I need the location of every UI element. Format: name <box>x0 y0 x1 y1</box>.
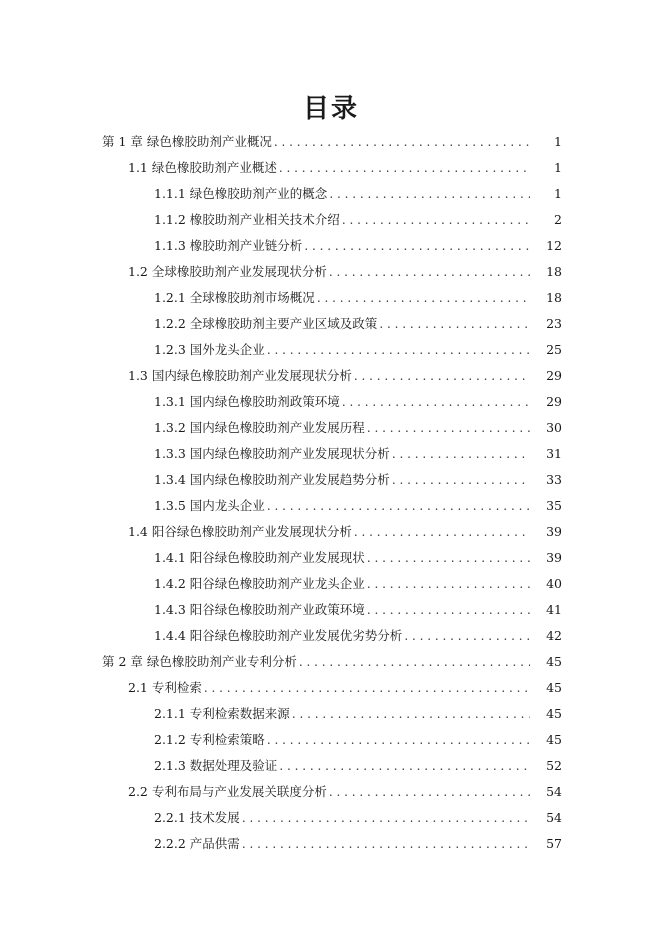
toc-entry-page-number: 45 <box>546 654 562 669</box>
toc-entry-page-number: 31 <box>546 446 562 461</box>
toc-entry <box>0 129 662 155</box>
toc-entry <box>0 805 662 831</box>
toc-entry-page-number: 39 <box>546 524 562 539</box>
dot-leader <box>342 207 530 233</box>
dot-leader <box>404 623 530 649</box>
toc-entry-page-number: 57 <box>546 836 562 851</box>
toc-entry <box>0 675 662 701</box>
toc-entry-label <box>128 675 204 701</box>
toc-entry-page-number: 35 <box>546 498 562 513</box>
toc-entry-label <box>154 233 304 259</box>
dot-leader <box>242 831 530 857</box>
toc-entry-label <box>128 155 279 181</box>
toc-entry-number: 1.3.4 <box>154 472 186 487</box>
toc-entry-page-number: 2 <box>554 212 562 227</box>
toc-entry-text: 全球橡胶助剂产业发展现状分析 <box>151 264 327 279</box>
toc-entry-number: 1.4.1 <box>154 550 186 565</box>
dot-leader <box>379 311 530 337</box>
toc-entry-page-number: 39 <box>546 550 562 565</box>
toc-entry-page-number: 40 <box>546 576 562 591</box>
toc-entry-number: 2.1 <box>128 680 148 695</box>
toc-entry <box>0 441 662 467</box>
toc-entry-number: 1.1.1 <box>154 186 186 201</box>
toc-entry-number: 2.1.3 <box>154 758 186 773</box>
toc-entry-text: 绿色橡胶助剂产业的概念 <box>189 186 328 201</box>
toc-entry-text: 橡胶助剂产业相关技术介绍 <box>189 212 340 227</box>
toc-entry <box>0 545 662 571</box>
toc-entry-label <box>128 519 354 545</box>
toc-entry <box>0 467 662 493</box>
toc-entry-page-number: 54 <box>546 784 562 799</box>
dot-leader <box>267 337 530 363</box>
toc-list <box>0 129 662 857</box>
toc-entry <box>0 623 662 649</box>
dot-leader <box>354 519 530 545</box>
dot-leader <box>367 571 530 597</box>
toc-entry-page-number: 33 <box>546 472 562 487</box>
dot-leader <box>392 441 530 467</box>
dot-leader <box>279 753 530 779</box>
toc-entry-number: 2.2 <box>128 784 148 799</box>
toc-entry-text: 国内绿色橡胶助剂产业发展历程 <box>189 420 365 435</box>
toc-entry-page-number: 29 <box>546 394 562 409</box>
toc-entry-page-number: 42 <box>546 628 562 643</box>
toc-entry-number: 第 1 章 <box>102 134 143 149</box>
toc-entry <box>0 415 662 441</box>
toc-entry-label <box>154 571 367 597</box>
toc-entry-page-number: 45 <box>546 680 562 695</box>
toc-entry-label <box>102 649 299 675</box>
toc-entry-number: 1.3.3 <box>154 446 186 461</box>
toc-entry-page-number: 12 <box>546 238 562 253</box>
toc-entry-text: 技术发展 <box>189 810 240 825</box>
toc-entry-label <box>154 207 342 233</box>
dot-leader <box>274 129 530 155</box>
dot-leader <box>367 597 530 623</box>
toc-entry-number: 1.4.4 <box>154 628 186 643</box>
dot-leader <box>204 675 530 701</box>
toc-entry <box>0 207 662 233</box>
toc-entry-number: 2.1.2 <box>154 732 186 747</box>
toc-entry-number: 1.1.3 <box>154 238 186 253</box>
dot-leader <box>367 415 530 441</box>
toc-entry <box>0 779 662 805</box>
toc-entry-number: 1.3.2 <box>154 420 186 435</box>
toc-entry-number: 1.3.5 <box>154 498 186 513</box>
dot-leader <box>317 285 530 311</box>
toc-entry-number: 1.1 <box>128 160 148 175</box>
toc-entry-text: 橡胶助剂产业链分析 <box>189 238 303 253</box>
dot-leader <box>292 701 530 727</box>
toc-entry-text: 国内绿色橡胶助剂政策环境 <box>189 394 340 409</box>
toc-entry-page-number: 1 <box>554 134 562 149</box>
dot-leader <box>329 259 530 285</box>
toc-entry-page-number: 45 <box>546 732 562 747</box>
toc-entry-page-number: 1 <box>554 186 562 201</box>
toc-entry <box>0 701 662 727</box>
toc-entry <box>0 753 662 779</box>
dot-leader <box>267 727 530 753</box>
toc-entry-text: 专利检索策略 <box>189 732 265 747</box>
toc-entry-label <box>154 597 367 623</box>
toc-entry-text: 国内绿色橡胶助剂产业发展现状分析 <box>151 368 352 383</box>
toc-entry-page-number: 52 <box>546 758 562 773</box>
toc-entry-page-number: 29 <box>546 368 562 383</box>
toc-entry <box>0 571 662 597</box>
toc-entry-label <box>154 493 267 519</box>
dot-leader <box>392 467 530 493</box>
toc-entry-label <box>154 415 367 441</box>
toc-entry-text: 国内龙头企业 <box>189 498 265 513</box>
toc-entry-label <box>154 441 392 467</box>
toc-entry-label <box>154 467 392 493</box>
dot-leader <box>267 493 530 519</box>
dot-leader <box>329 181 530 207</box>
toc-entry-number: 1.2.1 <box>154 290 186 305</box>
toc-entry-text: 阳谷绿色橡胶助剂产业发展现状分析 <box>151 524 352 539</box>
toc-entry <box>0 519 662 545</box>
toc-entry-text: 阳谷绿色橡胶助剂产业发展现状 <box>189 550 365 565</box>
toc-entry-label <box>154 181 329 207</box>
toc-entry <box>0 233 662 259</box>
toc-entry-label <box>154 337 267 363</box>
toc-entry-page-number: 41 <box>546 602 562 617</box>
toc-entry <box>0 285 662 311</box>
toc-entry-text: 全球橡胶助剂主要产业区域及政策 <box>189 316 378 331</box>
toc-entry-number: 1.3.1 <box>154 394 186 409</box>
toc-entry-label <box>154 831 242 857</box>
toc-entry-page-number: 1 <box>554 160 562 175</box>
dot-leader <box>279 155 530 181</box>
dot-leader <box>354 363 530 389</box>
toc-entry <box>0 727 662 753</box>
dot-leader <box>304 233 530 259</box>
toc-entry <box>0 181 662 207</box>
toc-entry <box>0 337 662 363</box>
toc-entry-text: 绿色橡胶助剂产业概述 <box>151 160 277 175</box>
toc-entry-text: 产品供需 <box>189 836 240 851</box>
toc-entry <box>0 597 662 623</box>
toc-entry-page-number: 18 <box>546 290 562 305</box>
toc-entry-text: 数据处理及验证 <box>189 758 278 773</box>
toc-entry-number: 1.2 <box>128 264 148 279</box>
toc-entry-number: 1.2.3 <box>154 342 186 357</box>
toc-entry-text: 绿色橡胶助剂产业概况 <box>146 134 272 149</box>
toc-entry-label <box>102 129 274 155</box>
toc-entry-label <box>154 623 404 649</box>
toc-entry-number: 1.3 <box>128 368 148 383</box>
toc-entry-text: 阳谷绿色橡胶助剂产业政策环境 <box>189 602 365 617</box>
toc-entry-number: 1.4 <box>128 524 148 539</box>
toc-entry-number: 1.4.3 <box>154 602 186 617</box>
toc-entry-label <box>154 701 292 727</box>
toc-entry-label <box>128 363 354 389</box>
toc-entry <box>0 259 662 285</box>
toc-entry-page-number: 25 <box>546 342 562 357</box>
toc-entry-label <box>154 285 317 311</box>
dot-leader <box>342 389 530 415</box>
toc-entry <box>0 389 662 415</box>
toc-entry-label <box>128 779 329 805</box>
dot-leader <box>367 545 530 571</box>
toc-entry-page-number: 54 <box>546 810 562 825</box>
toc-entry-text: 阳谷绿色橡胶助剂产业龙头企业 <box>189 576 365 591</box>
toc-entry <box>0 831 662 857</box>
toc-entry-number: 2.2.2 <box>154 836 186 851</box>
toc-entry <box>0 649 662 675</box>
toc-entry-text: 专利检索数据来源 <box>189 706 290 721</box>
toc-entry-page-number: 45 <box>546 706 562 721</box>
toc-entry-page-number: 18 <box>546 264 562 279</box>
dot-leader <box>299 649 530 675</box>
toc-entry <box>0 155 662 181</box>
toc-entry-label <box>154 311 379 337</box>
toc-entry-text: 全球橡胶助剂市场概况 <box>189 290 315 305</box>
toc-entry-text: 专利检索 <box>151 680 202 695</box>
toc-entry-label <box>154 545 367 571</box>
toc-entry-number: 1.4.2 <box>154 576 186 591</box>
toc-entry-text: 专利布局与产业发展关联度分析 <box>151 784 327 799</box>
toc-entry-number: 第 2 章 <box>102 654 143 669</box>
dot-leader <box>329 779 530 805</box>
toc-entry-text: 国外龙头企业 <box>189 342 265 357</box>
dot-leader <box>242 805 530 831</box>
toc-entry-text: 绿色橡胶助剂产业专利分析 <box>146 654 297 669</box>
page-title: 目录 <box>302 94 359 124</box>
toc-entry <box>0 493 662 519</box>
toc-entry-label <box>154 805 242 831</box>
toc-entry <box>0 363 662 389</box>
toc-entry-text: 阳谷绿色橡胶助剂产业发展优劣势分析 <box>189 628 403 643</box>
toc-entry-text: 国内绿色橡胶助剂产业发展趋势分析 <box>189 472 390 487</box>
toc-entry-page-number: 30 <box>546 420 562 435</box>
toc-entry-page-number: 23 <box>546 316 562 331</box>
toc-entry-number: 1.2.2 <box>154 316 186 331</box>
toc-entry-label <box>154 727 267 753</box>
toc-entry-label <box>154 753 279 779</box>
toc-entry-label <box>128 259 329 285</box>
toc-entry-number: 1.1.2 <box>154 212 186 227</box>
toc-entry-text: 国内绿色橡胶助剂产业发展现状分析 <box>189 446 390 461</box>
toc-entry <box>0 311 662 337</box>
toc-entry-label <box>154 389 342 415</box>
toc-entry-number: 2.2.1 <box>154 810 186 825</box>
toc-entry-number: 2.1.1 <box>154 706 186 721</box>
